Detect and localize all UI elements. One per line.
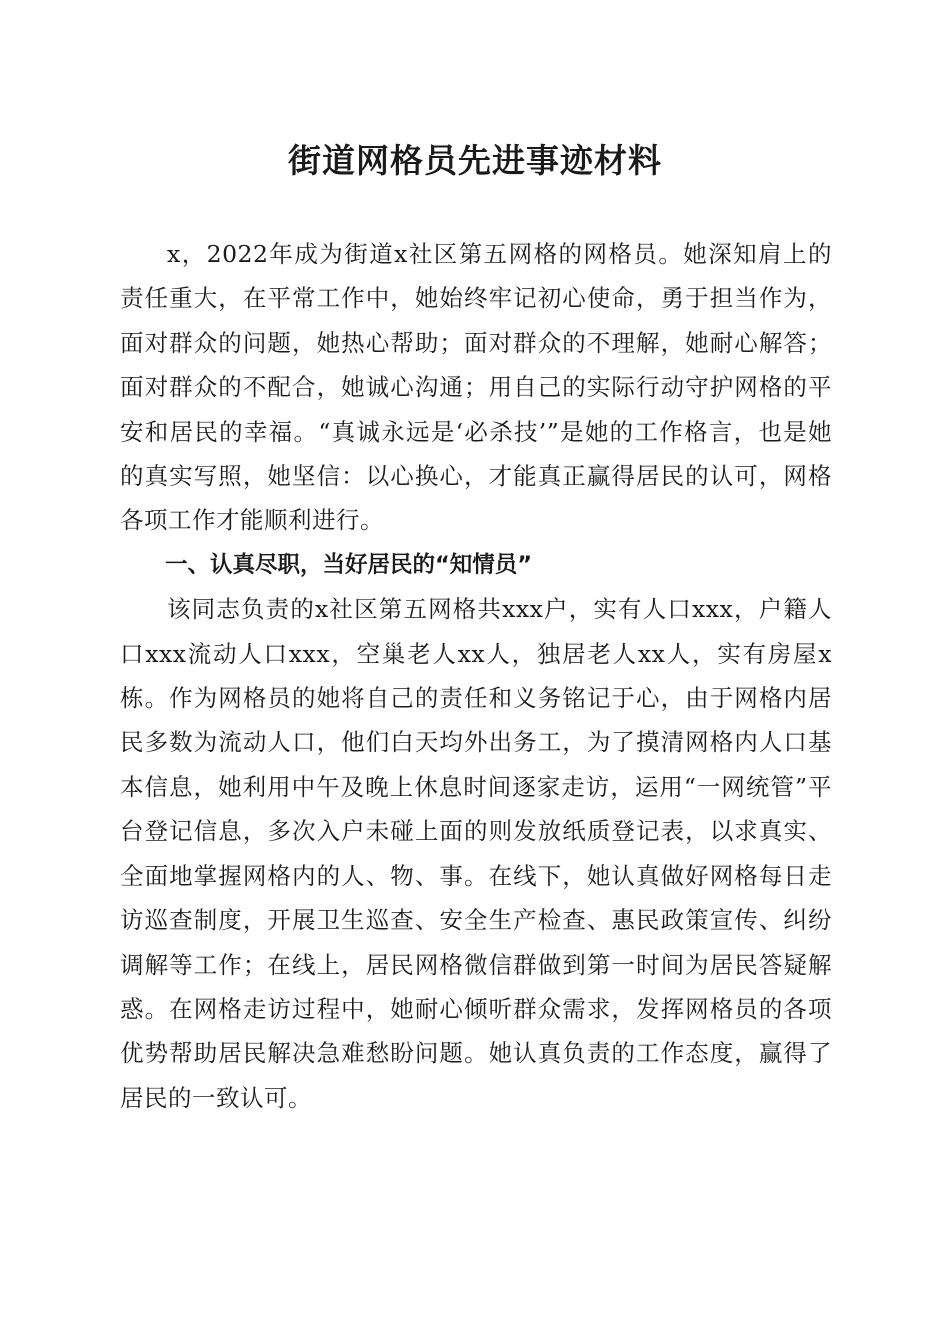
intro-paragraph: x，2022年成为街道x社区第五网格的网格员。她深知肩上的责任重大，在平常工作中，她始终牢记初心使命，勇于担当作为，面对群众的问题，她热心帮助；面对群众的不理解，她耐心解答；面对群众的不配合，她诚心沟通；用自己的实际行动守护网格的平安和居民的幸福。“真诚永远是‘必杀技’”是她的工作格言，也是她的真实写照，她坚信：以心换心，才能真正赢得居民的认可，网格各项工作才能顺利进行。 (120, 240, 832, 535)
document-body (120, 232, 832, 1120)
section-1-heading: 一、认真尽职，当好居民的“知情员” (165, 551, 533, 578)
document-title: 街道网格员先进事迹材料 (288, 141, 662, 180)
section-1-paragraph: 该同志负责的x社区第五网格共xxx户，实有人口xxx，户籍人口xxx流动人口xxx，空巢老人xx人，独居老人xx人，实有房屋x栋。作为网格员的她将自己的责任和义务铭记于心，由于网格内居民多数为流动人口，他们白天均外出务工，为了摸清网格内人口基本信息，她利用中午及晚上休息时间逐家走访，运用“一网统管”平台登记信息，多次入户未碰上面的则发放纸质登记表，以求真实、全面地掌握网格内的人、物、事。在线下，她认真做好网格每日走访巡查制度，开展卫生巡查、安全生产检查、惠民政策宣传、纠纷调解等工作；在线上，居民网格微信群做到第一时间为居民答疑解惑。在网格走访过程中，她耐心倾听群众需求，发挥网格员的各项优势帮助居民解决急难愁盼问题。她认真负责的工作态度，赢得了居民的一致认可。 (120, 595, 832, 1112)
